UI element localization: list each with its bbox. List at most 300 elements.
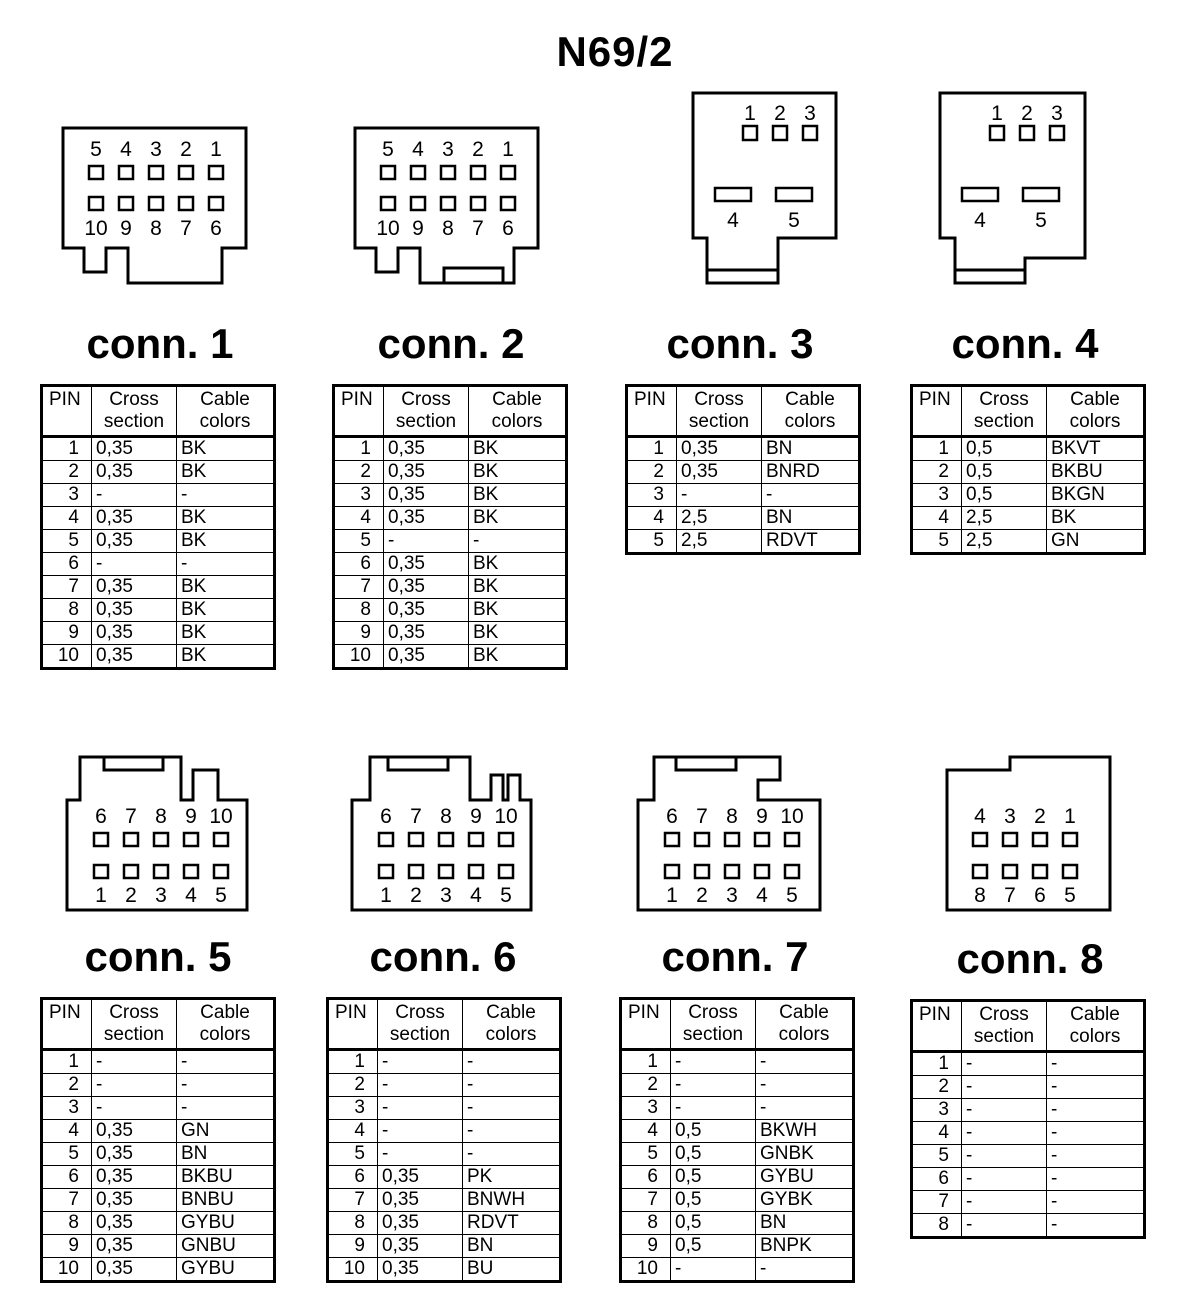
pin-cell: 1 xyxy=(912,437,962,461)
cable-color-cell: BK xyxy=(177,507,275,530)
pin-cell: 1 xyxy=(334,437,384,461)
pin-number-label: 10 xyxy=(209,805,233,828)
cable-color-cell: BK xyxy=(469,484,567,507)
cross-section-cell: 0,35 xyxy=(384,507,469,530)
cross-section-cell: 0,35 xyxy=(92,1212,177,1235)
cable-color-cell: - xyxy=(1047,1214,1145,1238)
pin-cell: 7 xyxy=(42,576,92,599)
pin-number-label: 6 xyxy=(502,217,514,240)
cross-section-cell: - xyxy=(378,1074,463,1097)
cross-section-cell: - xyxy=(677,484,762,507)
cross-section-cell: - xyxy=(384,530,469,553)
pin-table xyxy=(910,999,1146,1239)
header-line: Cross xyxy=(401,389,451,410)
header-line: colors xyxy=(778,1024,830,1045)
cross-section-cell: - xyxy=(962,1145,1047,1168)
pin-cell: 9 xyxy=(42,622,92,645)
pin-number-label: 8 xyxy=(726,805,738,828)
cable-color-cell: BU xyxy=(463,1258,561,1282)
pin-number-label: 10 xyxy=(780,805,804,828)
header-line: section xyxy=(973,411,1035,432)
pin-number-label: 9 xyxy=(470,805,482,828)
pin-cell: 5 xyxy=(627,530,677,554)
pin-cell: 1 xyxy=(627,437,677,461)
cable-color-cell: BN xyxy=(463,1235,561,1258)
pin-number-label: 6 xyxy=(210,217,222,240)
pin-number-label: 6 xyxy=(380,805,392,828)
header-line: Cross xyxy=(979,1004,1029,1025)
cable-color-cell: BK xyxy=(469,599,567,622)
cable-colors-column-header xyxy=(1047,1001,1145,1052)
table-row xyxy=(912,1145,1145,1168)
cable-color-cell: BNBU xyxy=(177,1189,275,1212)
pin-cell: 5 xyxy=(912,530,962,554)
cable-color-cell: - xyxy=(1047,1168,1145,1191)
cross-section-cell: 0,5 xyxy=(671,1235,756,1258)
cross-section-cell: 0,5 xyxy=(671,1143,756,1166)
cable-color-cell: BK xyxy=(177,599,275,622)
pin-number-label: 5 xyxy=(786,884,798,907)
pin-cell: 3 xyxy=(42,1097,92,1120)
header-line: Cable xyxy=(1070,389,1120,410)
pin-cell: 6 xyxy=(42,1166,92,1189)
cross-section-cell: - xyxy=(671,1074,756,1097)
connector-outline xyxy=(947,757,1110,910)
pin-cell: 2 xyxy=(912,461,962,484)
header-line: section xyxy=(103,411,165,432)
pin-cell: 4 xyxy=(912,1122,962,1145)
pin-column-header: PIN xyxy=(328,999,378,1050)
pin-cell: 10 xyxy=(621,1258,671,1282)
pin-cell: 8 xyxy=(912,1214,962,1238)
pin-cell: 7 xyxy=(42,1189,92,1212)
cable-color-cell: BKGN xyxy=(1047,484,1145,507)
pin-cell: 9 xyxy=(328,1235,378,1258)
pin-column-header: PIN xyxy=(912,386,962,437)
pin-cell: 2 xyxy=(334,461,384,484)
connector-title: conn. 7 xyxy=(661,933,809,980)
pin-number-label: 1 xyxy=(1064,805,1076,828)
cross-section-cell: - xyxy=(671,1050,756,1074)
cross-section-cell: 0,35 xyxy=(384,437,469,461)
cross-section-cell: - xyxy=(378,1097,463,1120)
cross-section-cell: 0,35 xyxy=(378,1189,463,1212)
pin-number-label: 1 xyxy=(666,884,678,907)
pin-cell: 5 xyxy=(912,1145,962,1168)
cross-section-cell: 2,5 xyxy=(677,530,762,554)
cross-section-cell: 0,5 xyxy=(671,1212,756,1235)
pin-number-label: 10 xyxy=(376,217,400,240)
pin-number-label: 7 xyxy=(125,805,137,828)
cable-color-cell: RDVT xyxy=(762,530,860,554)
cross-section-cell: - xyxy=(962,1168,1047,1191)
pin-number-label: 2 xyxy=(696,884,708,907)
cable-color-cell: - xyxy=(1047,1191,1145,1214)
connector-title: conn. 8 xyxy=(956,935,1104,982)
header-line: Cross xyxy=(395,1002,445,1023)
header-line: Cable xyxy=(200,1002,250,1023)
header-line: Cable xyxy=(785,389,835,410)
pin-cell: 9 xyxy=(334,622,384,645)
pin-cell: 10 xyxy=(328,1258,378,1282)
pin-cell: 8 xyxy=(334,599,384,622)
cross-section-cell: - xyxy=(671,1097,756,1120)
pin-column-header: PIN xyxy=(42,999,92,1050)
cross-section-cell: - xyxy=(378,1050,463,1074)
cross-section-cell: 0,35 xyxy=(92,1189,177,1212)
cable-color-cell: BK xyxy=(177,530,275,553)
pin-column-header: PIN xyxy=(627,386,677,437)
cable-color-cell: - xyxy=(177,1050,275,1074)
connector-title: conn. 4 xyxy=(951,320,1099,367)
cable-color-cell: BNPK xyxy=(756,1235,854,1258)
pin-cell: 4 xyxy=(42,507,92,530)
cross-section-cell: 0,35 xyxy=(378,1235,463,1258)
cross-section-cell: 0,35 xyxy=(378,1166,463,1189)
pin-number-label: 2 xyxy=(180,138,192,161)
header-line: colors xyxy=(1069,411,1121,432)
cable-color-cell: - xyxy=(1047,1076,1145,1099)
pin-number-label: 8 xyxy=(442,217,454,240)
cable-color-cell: - xyxy=(756,1097,854,1120)
cable-color-cell: BK xyxy=(469,576,567,599)
pin-cell: 4 xyxy=(912,507,962,530)
header-line: colors xyxy=(1069,1026,1121,1047)
cable-color-cell: GN xyxy=(1047,530,1145,554)
cross-section-cell: - xyxy=(92,484,177,507)
pin-number-label: 4 xyxy=(756,884,768,907)
pin-number-label: 4 xyxy=(412,138,424,161)
pin-number-label: 10 xyxy=(494,805,518,828)
cable-color-cell: BK xyxy=(177,622,275,645)
header-line: Cable xyxy=(492,389,542,410)
pin-cell: 6 xyxy=(328,1166,378,1189)
cable-color-cell: - xyxy=(1047,1145,1145,1168)
cable-color-cell: - xyxy=(177,484,275,507)
pin-cell: 8 xyxy=(328,1212,378,1235)
pin-cell: 1 xyxy=(621,1050,671,1074)
pin-number-label: 4 xyxy=(974,805,986,828)
pin-cavity xyxy=(973,865,987,878)
pin-cell: 7 xyxy=(328,1189,378,1212)
pin-cell: 4 xyxy=(621,1120,671,1143)
pin-number-label: 6 xyxy=(666,805,678,828)
pin-number-label: 4 xyxy=(470,884,482,907)
cable-color-cell: - xyxy=(1047,1099,1145,1122)
cross-section-cell: 0,35 xyxy=(677,461,762,484)
cable-color-cell: GYBK xyxy=(756,1189,854,1212)
pin-cell: 2 xyxy=(621,1074,671,1097)
pin-cell: 7 xyxy=(621,1189,671,1212)
pin-cavity xyxy=(1033,833,1047,846)
cross-section-cell: 0,35 xyxy=(384,599,469,622)
pin-cell: 9 xyxy=(621,1235,671,1258)
cable-color-cell: - xyxy=(463,1050,561,1074)
pin-cell: 2 xyxy=(912,1076,962,1099)
pin-number-label: 2 xyxy=(1021,102,1033,125)
cross-section-cell: 0,35 xyxy=(92,1235,177,1258)
cross-section-cell: 0,35 xyxy=(384,622,469,645)
cable-color-cell: - xyxy=(469,530,567,553)
connector-title: conn. 2 xyxy=(377,320,525,367)
pin-number-label: 6 xyxy=(1034,884,1046,907)
cross-section-cell: 0,35 xyxy=(92,1258,177,1282)
header-line: section xyxy=(103,1024,165,1045)
table-row xyxy=(912,1076,1145,1099)
header-line: colors xyxy=(491,411,543,432)
pin-number-label: 2 xyxy=(125,884,137,907)
cable-color-cell: - xyxy=(762,484,860,507)
pin-number-label: 5 xyxy=(1064,884,1076,907)
pin-cell: 3 xyxy=(912,484,962,507)
pin-number-label: 7 xyxy=(1004,884,1016,907)
cross-section-cell: 0,5 xyxy=(962,461,1047,484)
cross-section-cell: 0,35 xyxy=(92,1143,177,1166)
pin-cell: 7 xyxy=(912,1191,962,1214)
pin-number-label: 4 xyxy=(727,209,739,232)
connector-title: conn. 6 xyxy=(369,933,517,980)
cable-color-cell: BK xyxy=(469,437,567,461)
cross-section-cell: 0,35 xyxy=(92,530,177,553)
cable-color-cell: BNRD xyxy=(762,461,860,484)
header-line: Cable xyxy=(200,389,250,410)
pin-number-label: 6 xyxy=(95,805,107,828)
pin-column-header: PIN xyxy=(621,999,671,1050)
header-line: section xyxy=(688,411,750,432)
pin-number-label: 9 xyxy=(412,217,424,240)
header-line: section xyxy=(973,1026,1035,1047)
cross-section-cell: 0,35 xyxy=(92,645,177,669)
cable-color-cell: RDVT xyxy=(463,1212,561,1235)
cross-section-cell: 0,35 xyxy=(378,1212,463,1235)
table-header-row xyxy=(912,1001,1145,1052)
cable-color-cell: BK xyxy=(177,437,275,461)
pin-cell: 6 xyxy=(912,1168,962,1191)
pin-number-label: 7 xyxy=(410,805,422,828)
pin-cell: 1 xyxy=(42,437,92,461)
pin-number-label: 4 xyxy=(974,209,986,232)
pin-cell: 5 xyxy=(334,530,384,553)
pin-number-label: 1 xyxy=(502,138,514,161)
cable-color-cell: BNWH xyxy=(463,1189,561,1212)
cross-section-cell: - xyxy=(92,1097,177,1120)
pin-number-label: 4 xyxy=(120,138,132,161)
cable-color-cell: BK xyxy=(469,461,567,484)
cross-section-cell: 0,35 xyxy=(384,553,469,576)
pin-number-label: 1 xyxy=(210,138,222,161)
pin-cell: 3 xyxy=(912,1099,962,1122)
pin-cell: 9 xyxy=(42,1235,92,1258)
cross-section-cell: 0,35 xyxy=(384,645,469,669)
cross-section-cell: 0,5 xyxy=(671,1189,756,1212)
cross-section-cell: 0,35 xyxy=(92,576,177,599)
cable-color-cell: BKVT xyxy=(1047,437,1145,461)
header-line: Cable xyxy=(779,1002,829,1023)
pin-cell: 4 xyxy=(42,1120,92,1143)
cable-color-cell: - xyxy=(1047,1052,1145,1076)
pin-number-label: 8 xyxy=(440,805,452,828)
pin-cell: 1 xyxy=(328,1050,378,1074)
pin-cell: 10 xyxy=(42,645,92,669)
pin-number-label: 9 xyxy=(120,217,132,240)
cable-color-cell: BN xyxy=(762,437,860,461)
pin-number-label: 1 xyxy=(95,884,107,907)
table-row xyxy=(912,1191,1145,1214)
pin-number-label: 5 xyxy=(500,884,512,907)
pin-cell: 2 xyxy=(627,461,677,484)
cross-section-cell: - xyxy=(962,1122,1047,1145)
pin-cell: 3 xyxy=(334,484,384,507)
pin-cell: 5 xyxy=(42,530,92,553)
pin-cavity xyxy=(973,833,987,846)
header-line: colors xyxy=(485,1024,537,1045)
header-line: colors xyxy=(199,1024,251,1045)
pin-number-label: 5 xyxy=(1035,209,1047,232)
cross-section-cell: 0,35 xyxy=(384,484,469,507)
pin-number-label: 1 xyxy=(380,884,392,907)
cross-section-cell: 0,35 xyxy=(677,437,762,461)
cross-section-cell: 0,5 xyxy=(671,1120,756,1143)
cable-color-cell: - xyxy=(1047,1122,1145,1145)
cable-color-cell: - xyxy=(177,553,275,576)
cross-section-cell: 0,5 xyxy=(962,437,1047,461)
header-line: Cross xyxy=(109,1002,159,1023)
header-line: section xyxy=(682,1024,744,1045)
pin-number-label: 3 xyxy=(442,138,454,161)
pin-number-label: 3 xyxy=(1004,805,1016,828)
cable-color-cell: BKWH xyxy=(756,1120,854,1143)
cable-color-cell: BKBU xyxy=(1047,461,1145,484)
cable-color-cell: BK xyxy=(177,461,275,484)
pin-number-label: 7 xyxy=(696,805,708,828)
cross-section-cell: - xyxy=(671,1258,756,1282)
pin-number-label: 9 xyxy=(756,805,768,828)
pin-cell: 4 xyxy=(334,507,384,530)
pin-cell: 5 xyxy=(621,1143,671,1166)
pin-number-label: 3 xyxy=(150,138,162,161)
pin-number-label: 7 xyxy=(472,217,484,240)
pin-cavity xyxy=(1003,865,1017,878)
cross-section-cell: 0,35 xyxy=(92,437,177,461)
header-line: section xyxy=(389,1024,451,1045)
header-line: colors xyxy=(199,411,251,432)
cross-section-cell: 0,5 xyxy=(962,484,1047,507)
pin-cell: 1 xyxy=(912,1052,962,1076)
pin-cell: 4 xyxy=(328,1120,378,1143)
pin-number-label: 3 xyxy=(1051,102,1063,125)
pin-cell: 5 xyxy=(328,1143,378,1166)
cable-color-cell: - xyxy=(756,1050,854,1074)
pin-number-label: 8 xyxy=(974,884,986,907)
pin-cell: 8 xyxy=(42,599,92,622)
pin-number-label: 7 xyxy=(180,217,192,240)
cable-color-cell: BN xyxy=(177,1143,275,1166)
pin-cell: 8 xyxy=(621,1212,671,1235)
header-line: Cross xyxy=(688,1002,738,1023)
pin-cell: 6 xyxy=(334,553,384,576)
cross-section-column-header xyxy=(962,1001,1047,1052)
cable-color-cell: GNBU xyxy=(177,1235,275,1258)
table-row xyxy=(912,1168,1145,1191)
table-row xyxy=(912,1122,1145,1145)
pin-cell: 2 xyxy=(42,461,92,484)
cable-color-cell: - xyxy=(756,1258,854,1282)
cross-section-cell: 0,35 xyxy=(92,622,177,645)
pin-number-label: 8 xyxy=(155,805,167,828)
cable-color-cell: - xyxy=(463,1143,561,1166)
pin-cavity xyxy=(1063,865,1077,878)
pin-cell: 6 xyxy=(42,553,92,576)
cross-section-cell: 0,35 xyxy=(378,1258,463,1282)
cable-color-cell: BK xyxy=(177,576,275,599)
cross-section-cell: 0,35 xyxy=(384,461,469,484)
pin-cell: 7 xyxy=(334,576,384,599)
header-line: Cross xyxy=(109,389,159,410)
pin-cell: 8 xyxy=(42,1212,92,1235)
cross-section-cell: 0,35 xyxy=(92,507,177,530)
table-row xyxy=(912,1052,1145,1076)
cross-section-cell: - xyxy=(962,1099,1047,1122)
connector-title: conn. 5 xyxy=(84,933,232,980)
pin-cell: 10 xyxy=(42,1258,92,1282)
cross-section-cell: 2,5 xyxy=(677,507,762,530)
header-line: colors xyxy=(784,411,836,432)
cable-color-cell: - xyxy=(756,1074,854,1097)
cable-color-cell: BN xyxy=(762,507,860,530)
cable-color-cell: BK xyxy=(177,645,275,669)
connector-title: conn. 1 xyxy=(86,320,234,367)
cable-color-cell: - xyxy=(177,1097,275,1120)
pin-number-label: 5 xyxy=(788,209,800,232)
pin-cell: 2 xyxy=(42,1074,92,1097)
header-line: Cable xyxy=(1070,1004,1120,1025)
header-line: Cross xyxy=(979,389,1029,410)
cross-section-cell: 0,35 xyxy=(92,461,177,484)
table-row xyxy=(912,1214,1145,1238)
cross-section-cell: 2,5 xyxy=(962,507,1047,530)
pin-column-header: PIN xyxy=(912,1001,962,1052)
cross-section-cell: - xyxy=(962,1052,1047,1076)
cross-section-cell: 2,5 xyxy=(962,530,1047,554)
diagram-title: N69/2 xyxy=(556,28,674,75)
pin-number-label: 4 xyxy=(185,884,197,907)
pin-number-label: 10 xyxy=(84,217,108,240)
cross-section-cell: - xyxy=(962,1076,1047,1099)
cable-color-cell: - xyxy=(463,1120,561,1143)
cable-color-cell: GYBU xyxy=(177,1212,275,1235)
pin-number-label: 2 xyxy=(1034,805,1046,828)
pin-number-label: 2 xyxy=(774,102,786,125)
cable-color-cell: BK xyxy=(469,645,567,669)
cable-color-cell: GN xyxy=(177,1120,275,1143)
cable-color-cell: - xyxy=(463,1074,561,1097)
cross-section-cell: - xyxy=(962,1191,1047,1214)
cross-section-cell: - xyxy=(92,1074,177,1097)
cable-color-cell: BK xyxy=(469,507,567,530)
cross-section-cell: - xyxy=(378,1120,463,1143)
pin-column-header: PIN xyxy=(42,386,92,437)
pin-cell: 3 xyxy=(627,484,677,507)
cable-color-cell: GYBU xyxy=(177,1258,275,1282)
pin-cell: 10 xyxy=(334,645,384,669)
pin-cell: 5 xyxy=(42,1143,92,1166)
pin-cell: 3 xyxy=(328,1097,378,1120)
pin-number-label: 3 xyxy=(155,884,167,907)
pin-number-label: 1 xyxy=(744,102,756,125)
pin-number-label: 9 xyxy=(185,805,197,828)
pin-number-label: 5 xyxy=(215,884,227,907)
header-line: Cross xyxy=(694,389,744,410)
